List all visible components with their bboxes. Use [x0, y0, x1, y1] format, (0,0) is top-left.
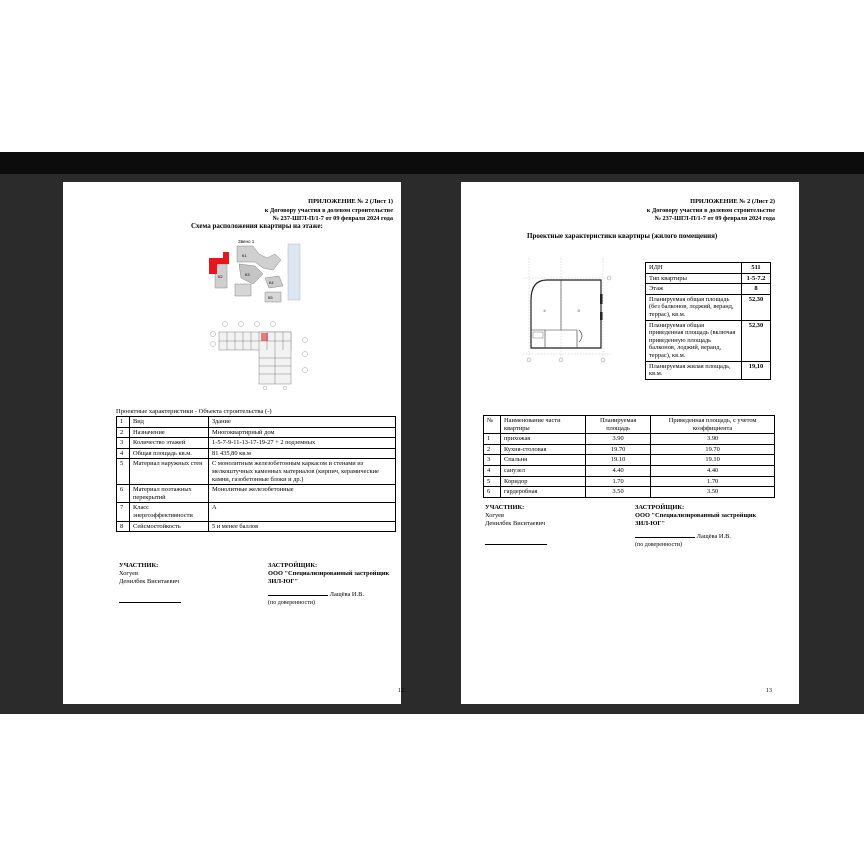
- participant-surname: Хогуев: [119, 570, 138, 577]
- room-reduced-area: 3.90: [651, 434, 775, 445]
- participant-surname: Хогуев: [485, 512, 504, 519]
- apartment-plan: [521, 254, 613, 364]
- svg-text:③: ③: [577, 309, 581, 313]
- row-name: Общая площадь кв.м.: [130, 448, 209, 459]
- char-value: 511: [742, 263, 771, 274]
- developer-org-name: ЗИЛ-ЮГ": [635, 520, 666, 527]
- room-area: 19.10: [585, 455, 650, 466]
- contract-ref: к Договору участия в долевом строительстве: [264, 206, 393, 214]
- room-name: прихожая: [501, 434, 586, 445]
- participant-name: Денилбек Виситаевич: [485, 520, 546, 527]
- apartment-characteristics-table: [645, 262, 771, 380]
- table-row: [117, 503, 396, 521]
- page-number: 13: [766, 688, 772, 694]
- building-characteristics-table: [116, 416, 396, 532]
- developer-org: ООО "Специализированный застройщик: [635, 512, 757, 519]
- row-number: 6: [117, 485, 130, 503]
- room-number: 1: [484, 434, 501, 445]
- row-value: Монолитные железобетонные: [209, 485, 396, 503]
- room-name: Спальня: [501, 455, 586, 466]
- room-number: 4: [484, 465, 501, 476]
- char-name: Планируемая общая приведенная площадь (включая приведенную площадь балконов, лоджий, веранд, террас), кв.м.: [646, 320, 742, 361]
- developer-org-name: ЗИЛ-ЮГ": [268, 578, 299, 585]
- table-caption: Проектные характеристики - Объекта строительства (-): [116, 408, 272, 415]
- developer-basis: (по доверенности): [268, 600, 315, 606]
- section-label-k1: К1: [242, 253, 247, 258]
- apartment-characteristics-title: Проектные характеристики квартиры (жилого помещения): [527, 232, 718, 240]
- section-label-k4: К4: [269, 280, 274, 285]
- row-number: 7: [117, 503, 130, 521]
- room-number: 2: [484, 444, 501, 455]
- table-row: [117, 485, 396, 503]
- contract-number: № 237-ШГЛ-П/1-7 от 09 февраля 2024 года: [654, 215, 775, 222]
- room-reduced-area: 1.70: [651, 476, 775, 487]
- developer-block: [268, 562, 389, 607]
- table-row: [646, 273, 771, 284]
- table-row: [117, 459, 396, 485]
- row-name: Назначение: [130, 427, 209, 438]
- zveno-label: Звено 1: [238, 239, 255, 244]
- appendix-title: ПРИЛОЖЕНИЕ № 2 (Лист 2): [690, 198, 775, 205]
- row-name: Класс энергоэффективности: [130, 503, 209, 521]
- room-number: 6: [484, 487, 501, 498]
- room-area: 1.70: [585, 476, 650, 487]
- table-row: [117, 417, 396, 428]
- room-area: 3.90: [585, 434, 650, 445]
- char-value: 19,10: [742, 361, 771, 379]
- row-name: Количество этажей: [130, 438, 209, 449]
- row-value: С монолитным железобетонным каркасом и стенами из мелкоштучных каменных материалов (кирпич, керамические камни, газобетонные блоки и др.): [209, 459, 396, 485]
- char-name: ИДН: [646, 263, 742, 274]
- room-name: Кухня-столовая: [501, 444, 586, 455]
- char-value: 1-5-7.2: [742, 273, 771, 284]
- row-number: 5: [117, 459, 130, 485]
- char-name: Тип квартиры: [646, 273, 742, 284]
- table-row: [484, 476, 775, 487]
- section-label-k5: К5: [268, 295, 273, 300]
- participant-block: [119, 562, 181, 606]
- page-header: [265, 198, 393, 224]
- developer-signature-line: [268, 595, 328, 596]
- page-number: 12: [398, 688, 404, 694]
- participant-block: [485, 504, 547, 548]
- participant-signature-line: [119, 602, 181, 603]
- room-number: 5: [484, 476, 501, 487]
- contract-ref: к Договору участия в долевом строительстве: [646, 206, 775, 214]
- table-row: [646, 361, 771, 379]
- row-value: 81 435,80 кв.м: [209, 448, 396, 459]
- char-name: Планируемая жилая площадь, кв.м.: [646, 361, 742, 379]
- participant-signature-line: [485, 544, 547, 545]
- apartment-marker: [261, 333, 268, 341]
- room-name: гардеробная: [501, 487, 586, 498]
- developer-org: ООО "Специализированный застройщик: [268, 570, 390, 577]
- room-name: санузел: [501, 465, 586, 476]
- table-row: [484, 455, 775, 466]
- table-row: [117, 438, 396, 449]
- row-number: 3: [117, 438, 130, 449]
- section-label-k2: К2: [218, 274, 223, 279]
- row-name: Вид: [130, 417, 209, 428]
- page-header: [647, 198, 775, 224]
- char-name: Планируемая общая площадь (без балконов, лоджий, веранд, террас), кв.м.: [646, 294, 742, 320]
- row-value: 1-5-7-9-11-13-17-19-27 + 2 подземных: [209, 438, 396, 449]
- table-row: [117, 521, 396, 532]
- room-reduced-area: 19.10: [651, 455, 775, 466]
- row-number: 1: [117, 417, 130, 428]
- section-label-k3: К3: [245, 272, 250, 277]
- appendix-title: ПРИЛОЖЕНИЕ № 2 (Лист 1): [308, 198, 393, 205]
- row-value: 5 и менее баллов: [209, 521, 396, 532]
- table-row: [646, 284, 771, 295]
- developer-label: ЗАСТРОЙЩИК:: [635, 504, 685, 511]
- room-reduced-area: 3.50: [651, 487, 775, 498]
- char-value: 8: [742, 284, 771, 295]
- developer-label: ЗАСТРОЙЩИК:: [268, 562, 318, 569]
- col-number: №: [484, 416, 501, 434]
- row-value: А: [209, 503, 396, 521]
- table-row: [117, 448, 396, 459]
- participant-label: УЧАСТНИК:: [119, 562, 159, 569]
- table-row: [484, 465, 775, 476]
- row-number: 8: [117, 521, 130, 532]
- room-number: 3: [484, 455, 501, 466]
- table-row: [117, 427, 396, 438]
- room-area: 4.40: [585, 465, 650, 476]
- contract-number: № 237-ШГЛ-П/1-7 от 09 февраля 2024 года: [272, 215, 393, 222]
- developer-signer: Лащёва И.В.: [696, 533, 731, 540]
- participant-label: УЧАСТНИК:: [485, 504, 525, 511]
- row-name: Материал поэтажных перекрытий: [130, 485, 209, 503]
- row-number: 2: [117, 427, 130, 438]
- developer-signature-line: [635, 537, 695, 538]
- col-area: Планируемая площадь: [585, 416, 650, 434]
- room-reduced-area: 4.40: [651, 465, 775, 476]
- row-name: Материал наружных стен: [130, 459, 209, 485]
- participant-name: Денилбек Виситаевич: [119, 578, 180, 585]
- table-row: [646, 294, 771, 320]
- site-plan: [193, 238, 308, 306]
- room-name: Коридор: [501, 476, 586, 487]
- table-row: [484, 487, 775, 498]
- row-number: 4: [117, 448, 130, 459]
- room-area: 19.70: [585, 444, 650, 455]
- developer-block: [635, 504, 756, 549]
- row-name: Сейсмостойкость: [130, 521, 209, 532]
- developer-basis: (по доверенности): [635, 542, 682, 548]
- room-area: 3.50: [585, 487, 650, 498]
- char-value: 52,30: [742, 320, 771, 361]
- table-row: [646, 263, 771, 274]
- table-row: [646, 320, 771, 361]
- rooms-table: [483, 415, 775, 498]
- col-room-name: Наименование части квартиры: [501, 416, 586, 434]
- room-reduced-area: 19.70: [651, 444, 775, 455]
- developer-signer: Лащёва И.В.: [329, 591, 364, 598]
- floor-plan: [209, 320, 313, 390]
- char-name: Этаж: [646, 284, 742, 295]
- table-row: [484, 444, 775, 455]
- row-value: Здание: [209, 417, 396, 428]
- row-value: Многоквартирный дом: [209, 427, 396, 438]
- col-reduced-area: Приведенная площадь, с учетом коэффициента: [651, 416, 775, 434]
- svg-text:①: ①: [543, 309, 547, 313]
- char-value: 52,30: [742, 294, 771, 320]
- viewer-topbar: [0, 152, 864, 174]
- page-13: [461, 182, 799, 704]
- table-row: [484, 434, 775, 445]
- page-12: [63, 182, 404, 704]
- scheme-title: Схема расположения квартиры на этаже:: [191, 222, 323, 230]
